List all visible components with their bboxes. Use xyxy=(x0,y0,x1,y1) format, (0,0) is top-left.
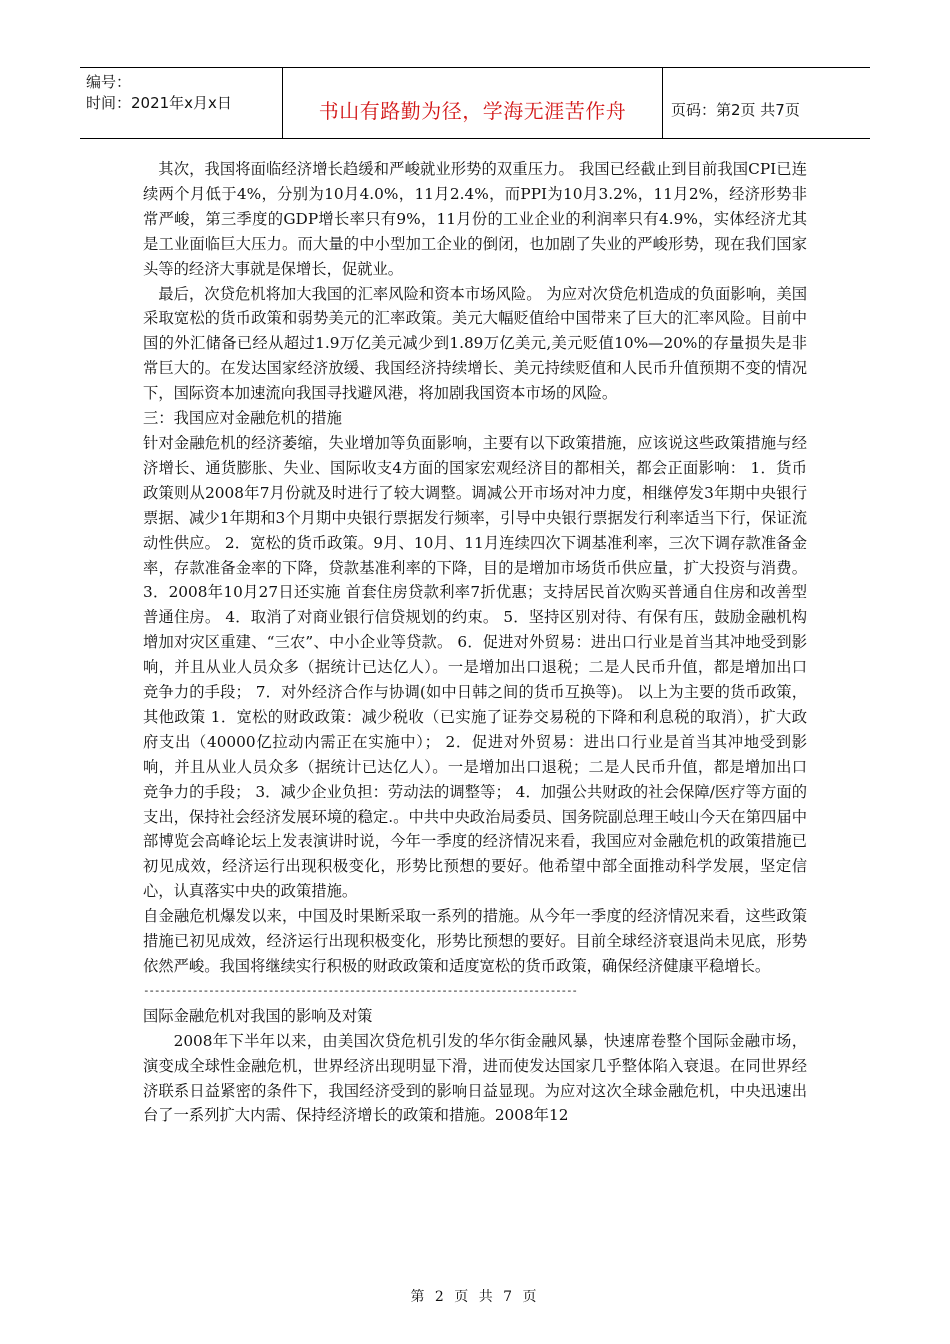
separator-rule: -------------------------------------------------------------------------------- xyxy=(143,983,577,997)
paragraph-exchange-risk: 最后，次贷危机将加大我国的汇率风险和资本市场风险。 为应对次贷危机造成的负面影响，美国采取宽松的货币政策和弱势美元的汇率政策。美元大幅贬值给中国带来了巨大的汇率风险。目前中国的外汇储备已经从超过1.9万亿美元减少到1.89万亿美元,美元贬值10%—20%的存量损失是非常巨大的。在发达国家经济放缓、我国经济持续增长、美元持续贬值和人民币升值预期不变的情况下，国际资本加速流向我国寻找避风港，将加剧我国资本市场的风险。 xyxy=(143,284,807,403)
paragraph-article-intro: 2008年下半年以来，由美国次贷危机引发的华尔街金融风暴，快速席卷整个国际金融市场，演变成全球性金融危机，世界经济出现明显下滑，进而使发达国家几乎整体陷入衰退。在同世界经济联系日益紧密的条件下，我国经济受到的影响日益显现。为应对这次全球金融危机，中央迅速出台了一系列扩大内需、保持经济增长的政策和措施。2008年12 xyxy=(143,1031,807,1125)
paragraph-policy-measures: 针对金融危机的经济萎缩，失业增加等负面影响，主要有以下政策措施，应该说这些政策措施与经济增长、通货膨胀、失业、国际收支4方面的国家宏观经济目的都相关，都会正面影响： 1．货币政策则从2008年7月份就及时进行了较大调整。调减公开市场对冲力度，相继停发3年期中央银行票据、减少1年期和3个月期中央银行票据发行频率，引导中央银行票据发行利率适当下行，保证流动性供应。 2．宽松的货币政策。9月、10月、11月连续四次下调基准利率，三次下调存款准备金率，存款准备金率的下降，贷款基准利率的下降，目的是增加市场货币供应量，扩大投资与消费。 3．2008年10月27日还实施 首套住房贷款利率7折优惠；支持居民首次购买普通自住房和改善型普通住房。 4．取消了对商业银行信贷规划的约束。 5．坚持区别对待、有保有压，鼓励金融机构增加对灾区重建、“三农”、中小企业等贷款。 6．促进对外贸易：进出口行业是首当其冲地受到影响，并且从业人员众多（据统计已达亿人）。一是增加出口退税；二是人民币升值，都是增加出口竞争力的手段； 7．对外经济合作与协调(如中日韩之间的货币互换等)。 以上为主要的货币政策，其他政策 1．宽松的财政政策：减少税收（已实施了证券交易税的下降和利息税的取消），扩大政府支出（40000亿拉动内需正在实施中）； 2．促进对外贸易：进出口行业是首当其冲地受到影响，并且从业人员众多（据统计已达亿人）。一是增加出口退税；二是人民币升值，都是增加出口竞争力的手段； 3．减少企业负担：劳动法的调整等； 4．加强公共财政的社会保障/医疗等方面的支出，保持社会经济发展环境的稳定.。中共中央政治局委员、国务院副总理王岐山今天在第四届中部博览会高峰论坛上发表演讲时说，今年一季度的经济情况来看，我国应对金融危机的政策措施已初见成效，经济运行出现积极变化，形势比预想的要好。他希望中部全面推动科学发展，坚定信心，认真落实中央的政策措施。 xyxy=(143,433,807,901)
document-body xyxy=(143,157,807,1128)
page-header xyxy=(80,67,870,139)
document-number-label: 编号： xyxy=(86,73,132,91)
paragraph-conclusion: 自金融危机爆发以来，中国及时果断采取一系列的措施。从今年一季度的经济情况来看，这些政策措施已初见成效，经济运行出现积极变化，形势比预想的要好。目前全球经济衰退尚未见底，形势依然严峻。我国将继续实行积极的财政政策和适度宽松的货币政策，确保经济健康平稳增长。 xyxy=(143,907,807,975)
header-motto: 书山有路勤为径，学海无涯苦作舟 xyxy=(283,68,663,138)
header-meta xyxy=(80,68,283,138)
section-heading-measures: 三：我国应对金融危机的措施 xyxy=(143,409,342,428)
paragraph-second-pressure: 其次，我国将面临经济增长趋缓和严峻就业形势的双重压力。 我国已经截止到目前我国CPI已连续两个月低于4%，分别为10月4.0%，11月2.4%，而PPI为10月3.2%，11月2%，经济形势非常严峻，第三季度的GDP增长率只有9%，11月份的工业企业的利润率只有4.9%，实体经济尤其是工业面临巨大压力。而大量的中小型加工企业的倒闭，也加剧了失业的严峻形势，现在我们国家头等的经济大事就是保增长，促就业。 xyxy=(143,160,807,278)
header-page-label: 页码：第2页 共7页 xyxy=(671,101,800,119)
page-footer: 第 2 页 共 7 页 xyxy=(410,1289,540,1305)
document-date-label: 时间：2021年x月x日 xyxy=(86,94,232,112)
article-title: 国际金融危机对我国的影响及对策 xyxy=(143,1006,373,1025)
